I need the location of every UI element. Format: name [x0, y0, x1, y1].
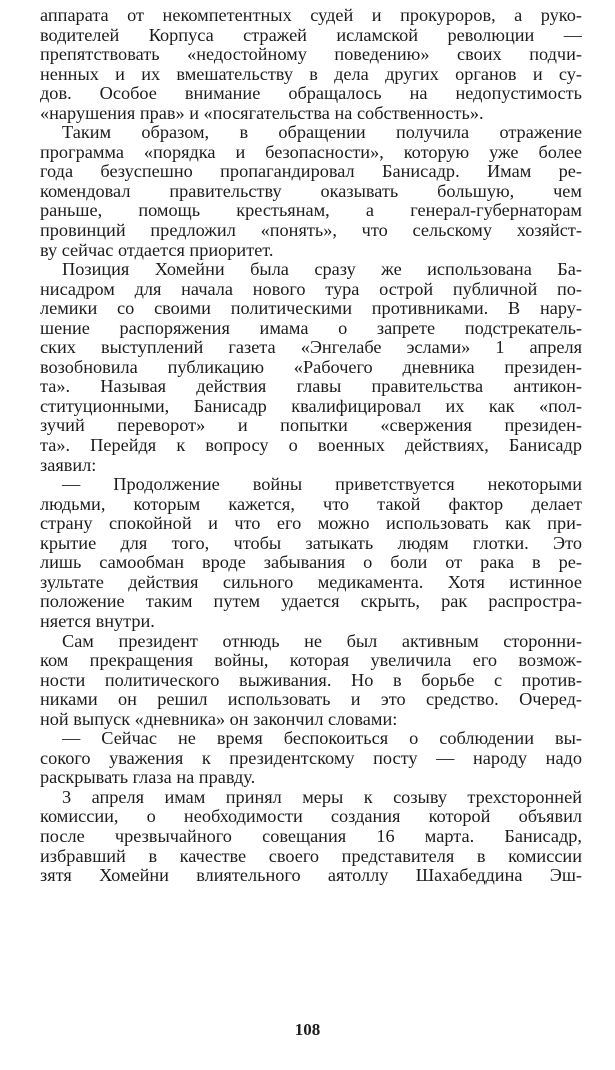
text-line: зультате действия сильного медикамента. Хотя истинное	[40, 572, 582, 592]
text-line: лемики со своими политическими противниками. В нару-	[40, 299, 582, 319]
text-line: избравший в качестве своего представителя в комиссии	[40, 846, 582, 866]
text-line: дов. Особое внимание обращалось на недопустимость	[40, 84, 582, 104]
text-line: ной выпуск «дневника» он закончил словами:	[40, 709, 398, 729]
text-line: — Сейчас не время беспокоиться о соблюдении вы-	[62, 729, 582, 749]
text-line: лишь самообман вроде забывания о боли от рака в ре-	[40, 553, 582, 573]
text-line: крытие для того, чтобы затыкать людям глотки. Это	[40, 533, 582, 553]
text-line: шение распоряжения имама о запрете подстрекатель-	[40, 318, 582, 338]
paragraph	[40, 788, 582, 886]
text-line: ности политического выживания. Но в борьбе с против-	[40, 670, 582, 690]
text-line: ституционными, Банисадр квалифицировал их как «пол-	[40, 396, 582, 416]
text-line: программа «порядка и безопасности», которую уже более	[40, 142, 582, 162]
text-line: препятствовать «недостойному поведению» своих подчи-	[40, 45, 582, 65]
text-line: сокого уважения к президентскому посту — народу надо	[40, 748, 582, 768]
text-line: возобновила публикацию «Рабочего дневника президен-	[40, 357, 582, 377]
text-line: года безуспешно пропагандировал Банисадр. Имам ре-	[40, 162, 582, 182]
text-line: комендовал правительству оказывать большую, чем	[40, 181, 582, 201]
text-line: страну спокойной и что его можно использовать как при-	[40, 514, 582, 534]
text-line: 3 апреля имам принял меры к созыву трехсторонней	[62, 787, 582, 807]
paragraph	[40, 260, 582, 475]
text-line: аппарата от некомпетентных судей и прокуроров, а руко-	[40, 6, 582, 25]
page-number: 108	[294, 1020, 321, 1039]
text-line: заявил:	[40, 455, 97, 475]
text-line: нисадром для начала нового тура острой публичной по-	[40, 279, 582, 299]
text-line: ских выступлений газета «Энгелабе эслами» 1 апреля	[40, 338, 582, 358]
paragraph	[40, 123, 582, 260]
text-line: раскрывать глаза на правду.	[40, 768, 256, 788]
text-line: комиссии, о необходимости создания которой объявил	[40, 807, 582, 827]
text-line: Сам президент отнюдь не был активным сторонни-	[62, 631, 582, 651]
text-line: ком прекращения войны, которая увеличила его возмож-	[40, 651, 582, 671]
text-line: — Продолжение войны приветствуется некоторыми	[62, 475, 582, 495]
paragraph	[40, 6, 582, 123]
text-line: Таким образом, в обращении получила отражение	[62, 123, 582, 143]
paragraph	[40, 632, 582, 730]
text-line: зучий переворот» и попытки «свержения президен-	[40, 416, 582, 436]
text-line: ненных и их вмешательству в дела других органов и су-	[40, 64, 582, 84]
text-line: «нарушения прав» и «посягательства на собственность».	[40, 103, 484, 123]
text-line: няется внутри.	[40, 611, 155, 631]
text-line: ву сейчас отдается приоритет.	[40, 240, 274, 260]
text-line: та». Перейдя к вопросу о военных действиях, Банисадр	[40, 436, 582, 456]
text-line: водителей Корпуса стражей исламской революции —	[40, 25, 582, 45]
text-line: Позиция Хомейни была сразу же использована Ба-	[62, 260, 582, 280]
text-line: положение таким путем удается скрыть, рак распростра-	[40, 592, 582, 612]
text-line: зятя Хомейни влиятельного аятоллу Шахабеддина Эш-	[40, 866, 582, 886]
text-line: после чрезвычайного совещания 16 марта. Банисадр,	[40, 826, 582, 846]
text-line: та». Называя действия главы правительства антикон-	[40, 377, 582, 397]
paragraph	[40, 729, 582, 788]
text-line: никами он решил использовать и это средство. Очеред-	[40, 690, 582, 710]
text-line: раньше, помощь крестьянам, а генерал-губернаторам	[40, 201, 582, 221]
text-line: провинций предложил «понять», что сельскому хозяйст-	[40, 221, 582, 241]
page-text	[40, 6, 582, 886]
paragraph	[40, 475, 582, 631]
text-line: людьми, которым кажется, что такой фактор делает	[40, 494, 582, 514]
